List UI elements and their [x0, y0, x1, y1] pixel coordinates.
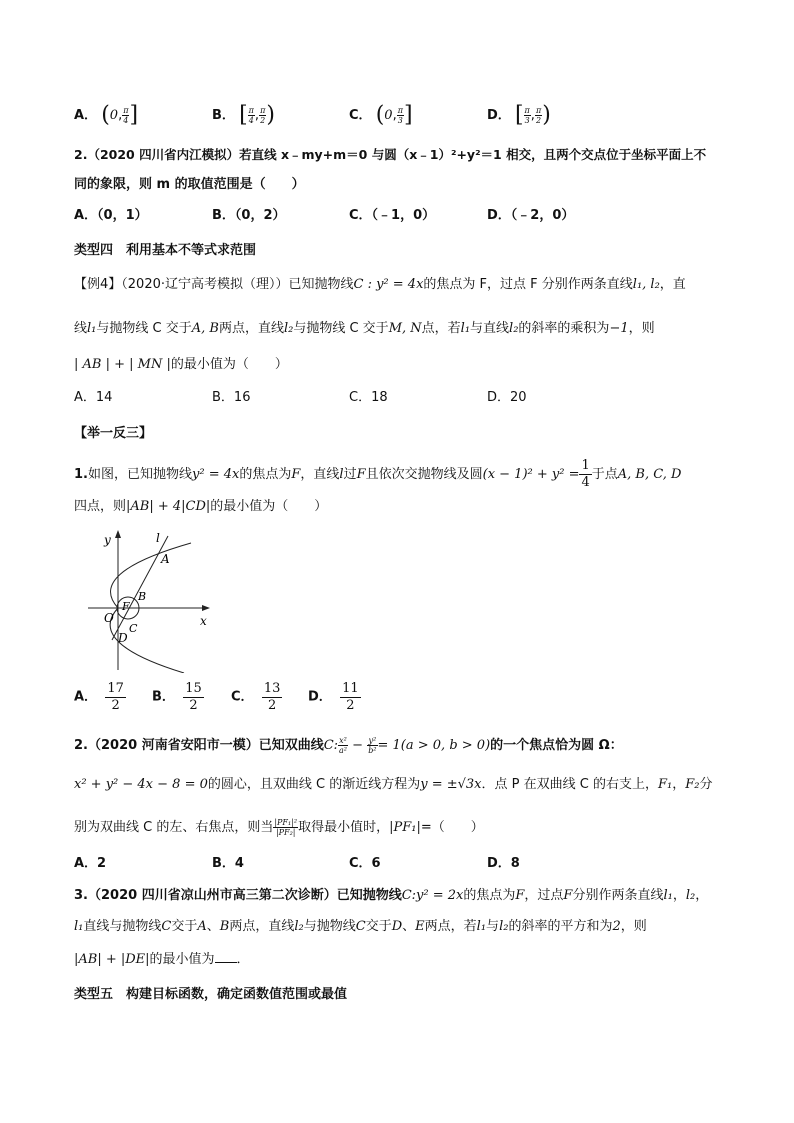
p3-line1: 3.（2020 四川省凉山州市高三第二次诊断）已知抛物线C:y² = 2x的焦点为F，过点F分别作两条直线l₁，l₂，	[74, 888, 709, 903]
option-a: A． (0, $\frac{\pi}{4}$ ]	[74, 102, 139, 128]
p2-option-d: D．8	[487, 856, 520, 871]
p2-line1: 2.（2020 河南省安阳市一模）已知双曲线C: $\frac{\text{x²}}{\text{a²}}$ − $\frac{\text{y²}}{\text{b²}}$ = 1(a > 0, b > 0)的一个焦点恰为圆 Ω：	[74, 736, 623, 755]
option-d: D． [ $\frac{\pi}{3}$ , $\frac{\pi}{2}$ )	[487, 102, 551, 128]
ex4-line3: | AB | + | MN |的最小值为（ ）	[74, 357, 288, 372]
option-b: B． [ $\frac{\pi}{4}$ , $\frac{\pi}{2}$ )	[212, 102, 275, 128]
p3-line3: |AB| + |DE|的最小值为 ．	[74, 952, 250, 967]
q2-option-d: D．（﹣2，0）	[487, 208, 575, 223]
section-title-type5: 类型五 构建目标函数，确定函数值范围或最值	[74, 987, 348, 1002]
ex4-line2: 线l₁与抛物线 C 交于A, B两点，直线l₂与抛物线 C 交于M, N点，若l₁与直线l₂的斜率的乘积为−1，则	[74, 321, 655, 336]
ex4-option-c: C．18	[349, 390, 388, 405]
label-b: B	[138, 590, 147, 603]
label-o: O	[104, 611, 114, 625]
q2-line2: 同的象限，则 m 的取值范围是（ ）	[74, 177, 305, 192]
parabola-figure	[76, 528, 216, 673]
option-c: C． (0, $\frac{\pi}{3}$ ]	[349, 102, 413, 128]
label-a: A	[161, 552, 170, 566]
section-title-type4: 类型四 利用基本不等式求范围	[74, 243, 257, 258]
label-d: D	[118, 631, 128, 645]
q2-option-a: A．（0，1）	[74, 208, 148, 223]
p2-line3: 别为双曲线 C 的左、右焦点，则当 $\frac{\text{|PF₁|²}}{\text{|PF₂|}}$ 取得最小值时，|PF₁|=（ ）	[74, 818, 484, 837]
section-title-practice: 【举一反三】	[74, 426, 153, 441]
p1-option-c: C． $\frac{13}{2}$	[231, 681, 281, 713]
line-l	[112, 536, 168, 640]
p2-option-a: A．2	[74, 856, 107, 871]
label-y: y	[104, 533, 111, 547]
label-f: F	[122, 600, 130, 613]
label-x: x	[200, 614, 207, 628]
answer-blank	[215, 950, 237, 963]
label-l: l	[156, 531, 160, 545]
p1-option-d: D． $\frac{11}{2}$	[308, 681, 359, 713]
ex4-line1: 【例4】（2020·辽宁高考模拟（理））已知抛物线C : y² = 4x的焦点为 F，过点 F 分别作两条直线l₁, l₂，直	[74, 277, 686, 292]
q2-line1: 2.（2020 四川省内江模拟）若直线 x﹣my+m＝0 与圆（x﹣1）²+y²＝1 相交，且两个交点位于坐标平面上不	[74, 147, 707, 162]
ex4-option-a: A．14	[74, 390, 113, 405]
x-axis-arrow	[202, 605, 210, 611]
q2-option-c: C．（﹣1，0）	[349, 208, 436, 223]
ex4-option-b: B．16	[212, 390, 251, 405]
p1-line2: 四点，则|AB| + 4|CD|的最小值为（ ）	[74, 499, 328, 514]
p1-option-a: A． $\frac{17}{2}$	[74, 681, 124, 713]
p3-line2: l₁直线与抛物线C交于A、B两点，直线l₂与抛物线C交于D、E两点，若l₁与l₂的斜率的平方和为2，则	[74, 919, 647, 934]
y-axis-arrow	[115, 530, 121, 538]
p2-option-c: C．6	[349, 856, 381, 871]
p2-line2: x² + y² − 4x − 8 = 0的圆心，且双曲线 C 的渐近线方程为y = ±√3x．点 P 在双曲线 C 的右支上，F₁，F₂分	[74, 777, 713, 792]
p1-option-b: B． $\frac{15}{2}$	[152, 681, 202, 713]
p2-option-b: B．4	[212, 856, 244, 871]
ex4-option-d: D．20	[487, 390, 527, 405]
label-c: C	[129, 622, 138, 635]
p1-line1: 1.如图，已知抛物线y² = 4x的焦点为F，直线l过F且依次交抛物线及圆(x − 1)² + y² = $\frac{1}{4}$ 于点A, B, C, D	[74, 458, 682, 490]
q2-option-b: B．（0，2）	[212, 208, 286, 223]
